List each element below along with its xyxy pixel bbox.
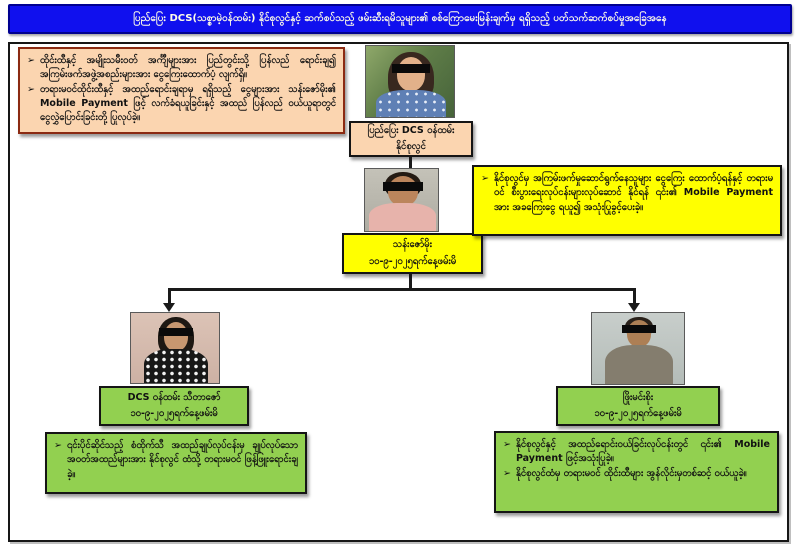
- left-suspect-info-box: [45, 432, 307, 494]
- middleman-photo: [364, 168, 439, 232]
- title-banner: [8, 4, 792, 34]
- page-title: ပြည်ပြေး DCS(သစ္စာမဲ့ဝန်ထမ်း) နိုင်စုလွင်နှင့် ဆက်စပ်သည့် ဖမ်းဆီးရမိသူများ၏ စစ်ကြောမေးမြန်းချက်မှ ရရှိသည့် ပတ်သက်ဆက်စပ်မှုအခြေအနေ: [133, 13, 667, 24]
- bullet-item: [54, 439, 298, 482]
- eye-censor-bar: [159, 328, 193, 336]
- arrow-down-right-icon: [628, 303, 640, 312]
- main-suspect-photo: [365, 45, 455, 118]
- bullet-text: နိုင်စုလွင်မှ အကြမ်းဖက်မှုဆောင်ရွက်နေသူများ ငွေကြေး ထောက်ပံ့ရန်နှင့် တရားမဝင် စီးပွားရေးလုပ်ငန်းများလုပ်ဆောင် နိုင်ရန် ၎င်း၏ Mobile Payment အား အခကြေးငွေ ရယူ၍ အသုံးပြုခွင့်ပေးခဲ့။: [493, 173, 773, 213]
- left-suspect-name: DCS ဝန်ထမ်း သီတာဇော်: [127, 391, 221, 403]
- main-suspect-label: [349, 121, 473, 157]
- left-suspect-label: [99, 386, 249, 426]
- right-suspect-arrest-date: ၁၀-၉-၂၀၂၅ရက်နေ့ဖမ်းမိ: [594, 408, 682, 419]
- bullet-text: နိုင်စုလွင်ထံမှ တရားမဝင် ထိုင်းထီများ အွန်လိုင်းမှတစ်ဆင့် ဝယ်ယူခဲ့။: [515, 467, 747, 479]
- bullet-item: [481, 172, 773, 215]
- bullet-marker-icon: ➢: [27, 55, 35, 66]
- left-suspect-arrest-date: ၁၀-၉-၂၀၂၅ရက်နေ့ဖမ်းမိ: [130, 408, 218, 419]
- bullet-marker-icon: ➢: [481, 173, 489, 184]
- connector-horizontal: [168, 288, 636, 291]
- connector-right-stub: [633, 288, 636, 304]
- face-shape: [397, 57, 425, 91]
- eye-censor-bar: [622, 325, 656, 333]
- middleman-arrest-date: ၁၀-၉-၂၀၂၅ရက်နေ့ဖမ်းမိ: [368, 255, 457, 267]
- bullet-marker-icon: ➢: [27, 83, 35, 95]
- funding-info-box: [18, 47, 345, 134]
- left-suspect-photo: [130, 312, 220, 384]
- bullet-text: တရားမဝင်ထိုင်းထီနှင့် အထည်ရောင်းချရာမှ ရရှိသည့် ငွေများအား သန်းဇော်မိုး၏ Mobile Payment ဖြင့် လက်ခံရယူခြင်းနှင့် အထည် ပြန်လည် ဝယ်ယူရာတွင် ငွေလွှဲပြောင်းခြင်းတို့ ပြုလုပ်ခဲ့။: [39, 83, 336, 123]
- connector-main-to-middleman: [409, 157, 412, 168]
- bullet-marker-icon: ➢: [503, 467, 511, 479]
- right-suspect-info-box: [494, 431, 779, 513]
- main-suspect-name: နိုင်စုလွင်: [396, 141, 426, 152]
- right-suspect-name: ဖြိုးမင်းစိုး: [622, 391, 654, 403]
- middleman-label: [342, 233, 483, 274]
- connector-left-stub: [168, 288, 171, 304]
- eye-censor-bar: [392, 64, 430, 73]
- bullet-text: နိုင်စုလွင်နှင့် အထည်ရောင်းဝယ်ခြင်းလုပ်ငန်းတွင် ၎င်း၏ Mobile Payment ဖြင့်အသုံးပြုခဲ့။: [515, 439, 770, 465]
- right-suspect-label: [556, 386, 720, 426]
- main-suspect-role: ပြည်ပြေး DCS ဝန်ထမ်း: [367, 124, 455, 136]
- middleman-name: သန်းဇော်မိုး: [392, 239, 433, 251]
- torso-shape: [369, 203, 436, 232]
- arrow-down-left-icon: [163, 303, 175, 312]
- bullet-marker-icon: ➢: [54, 440, 62, 451]
- bullet-item: [503, 438, 770, 467]
- eye-censor-bar: [383, 182, 423, 191]
- torso-shape: [144, 349, 208, 384]
- torso-shape: [605, 345, 673, 385]
- bullet-text: ထိုင်းထီနှင့် အမျိုးသမီးဝတ် အင်္ကျီများအား ပြည်တွင်းသို့ ပြန်လည် ရောင်းချ၍ အကြမ်းဖက်အဖွဲ့အစည်းများအား ငွေကြေးထောက်ပံ့ လျက်ရှိ။: [39, 55, 336, 81]
- bullet-item: [503, 467, 770, 481]
- middleman-info-box: [472, 165, 782, 236]
- bullet-marker-icon: ➢: [503, 439, 511, 450]
- face-shape: [388, 176, 418, 206]
- face-shape: [164, 322, 188, 351]
- bullet-item: [27, 54, 336, 83]
- torso-shape: [376, 90, 446, 118]
- bullet-item: [27, 83, 336, 126]
- right-suspect-photo: [591, 312, 685, 385]
- bullet-text: ၎င်းပိုင်ဆိုင်သည့် စံထိုက်သီ အထည်ချုပ်လုပ်ငန်းမှ ချုပ်လုပ်သော အဝတ်အထည်များအား နိုင်စုလွင် ထံသို့ တရားမဝင် ဖြန့်ဖြူးရောင်းချခဲ့။: [66, 440, 298, 480]
